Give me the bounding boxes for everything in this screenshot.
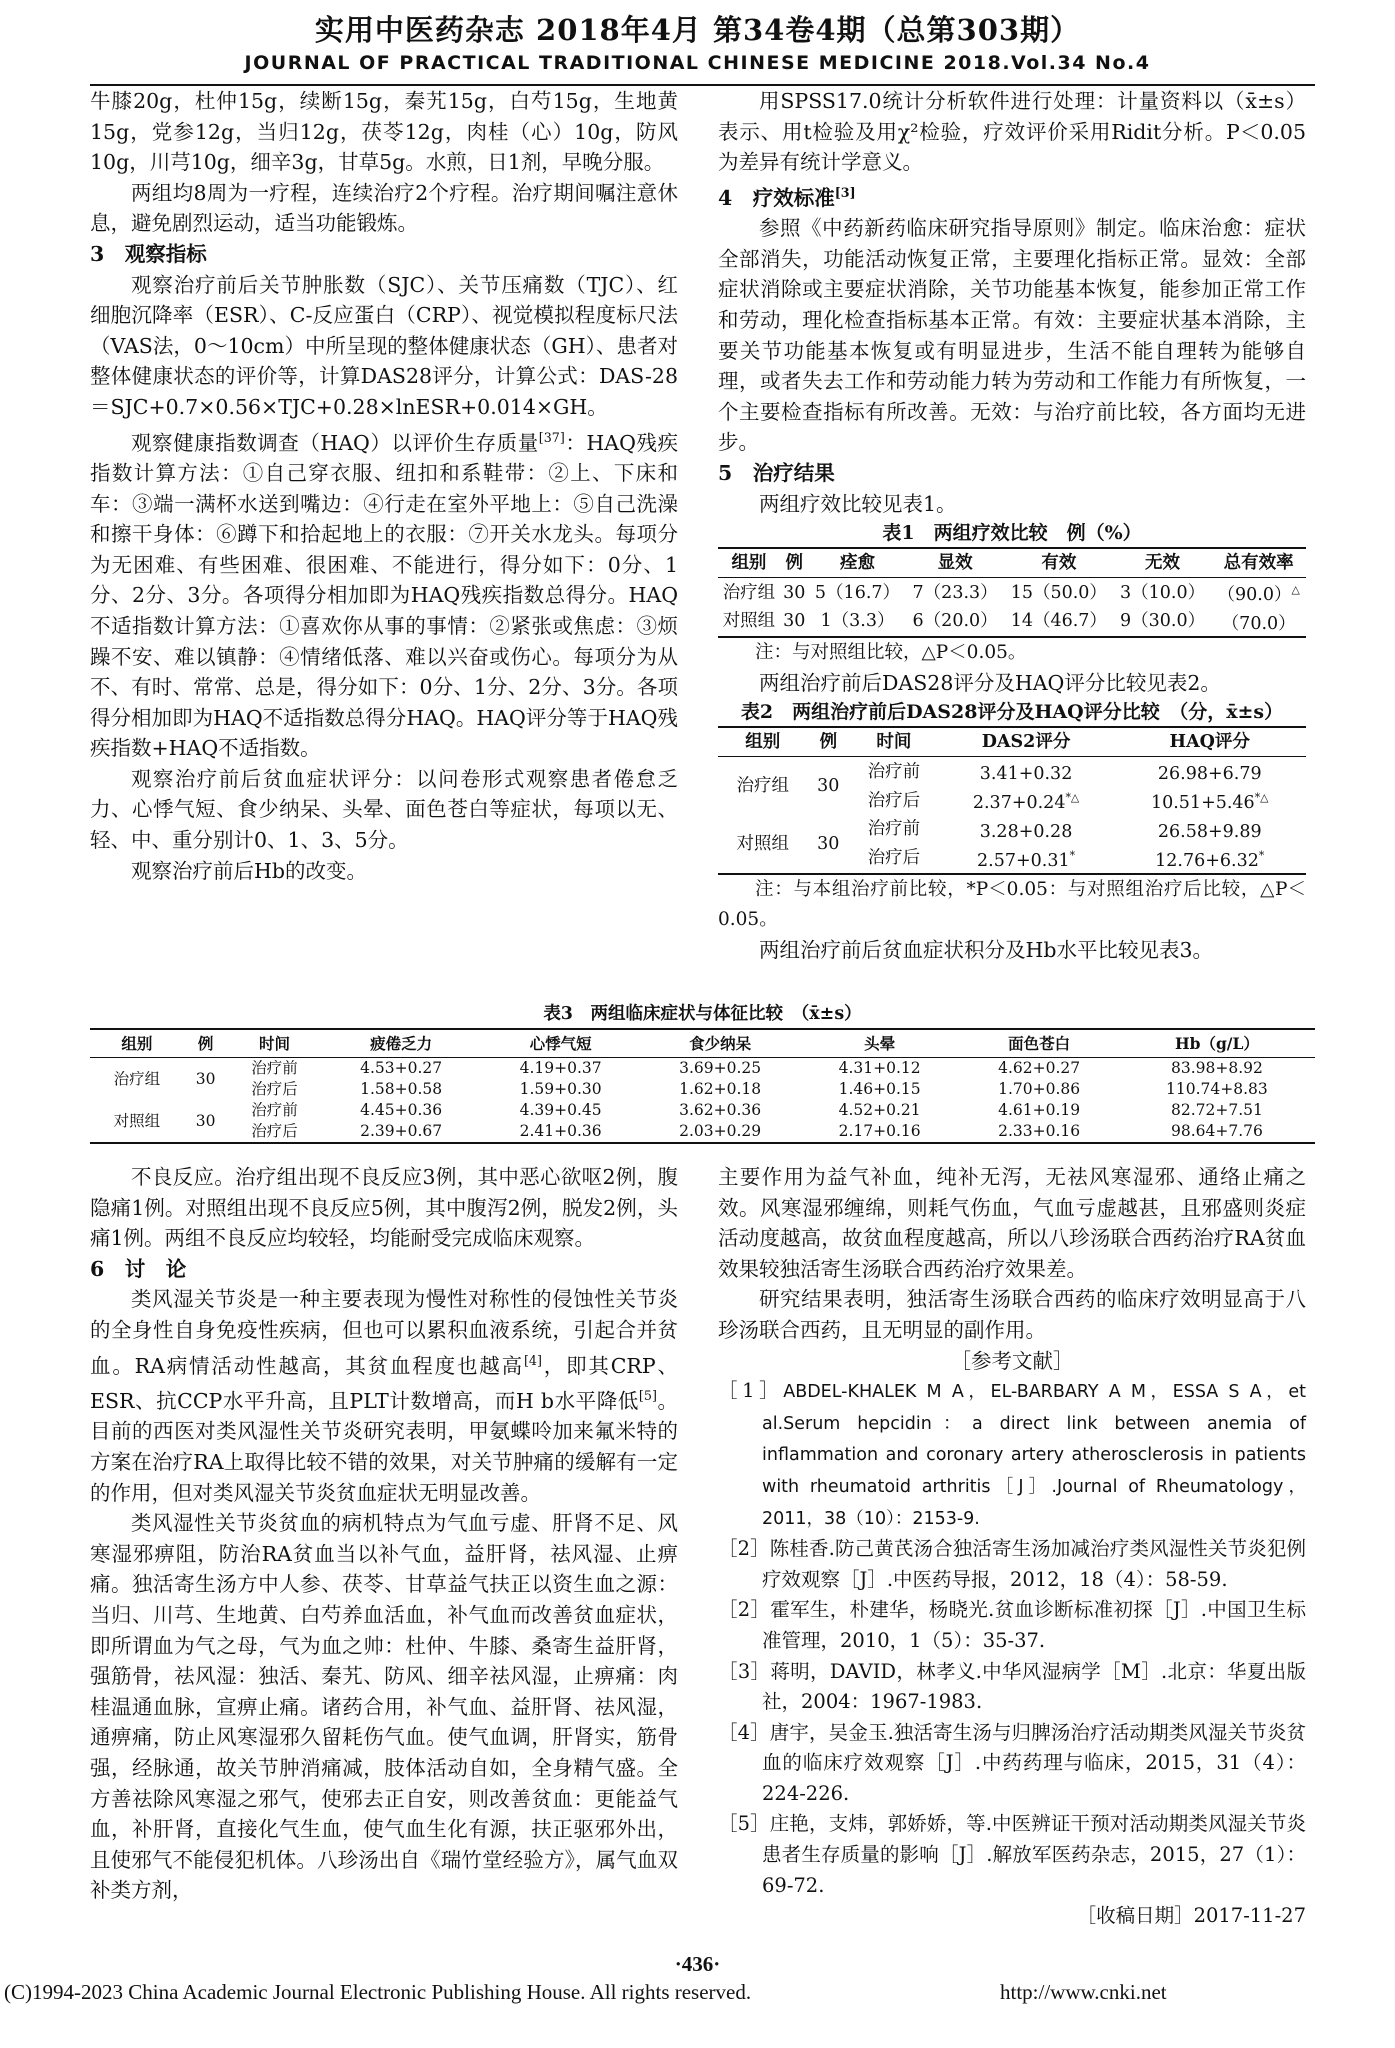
cell-value: 3.28+0.28	[979, 821, 1073, 842]
left-column-bottom	[90, 1162, 678, 1906]
table-cell: 4.61+0.19	[998, 1101, 1081, 1119]
paragraph: 用SPSS17.0统计分析软件进行处理：计量资料以（x̄±s）表示、用t检验及用χ²检验，疗效评价采用Ridit分析。P＜0.05为差异有统计学意义。	[718, 89, 1306, 175]
reference-item	[718, 1534, 1306, 1595]
reference-text: 陈桂香.防己黄芪汤合独活寄生汤加减治疗类风湿性关节炎犯例疗效观察［J］.中医药导报，2012，18（4）：58-59.	[762, 1537, 1306, 1591]
table-row	[718, 607, 1306, 637]
table-cell: 4.45+0.36	[360, 1101, 443, 1119]
table-cell: 治疗后	[849, 844, 939, 874]
table-cell: 1.59+0.30	[519, 1080, 602, 1098]
right-column-top	[718, 86, 1306, 965]
table-row	[90, 1079, 1315, 1100]
table-cell: 30	[195, 1069, 216, 1088]
paragraph: 两组疗效比较见表1。	[759, 491, 957, 516]
table-cell: 30	[783, 582, 806, 603]
paragraph: 参照《中药新药临床研究指导原则》制定。临床治愈：症状全部消失，功能活动恢复正常，主要理化指标正常。显效：全部症状消除或主要症状消除，关节功能基本恢复，能参加正常工作和劳动，理化检查指标基本正常。有效：主要症状基本消除，主要关节功能基本恢复或有明显进步，生活不能自理转为能够自理，或者失去工作和劳动能力转为劳动和工作能力有所恢复，一个主要检查指标有所改善。无效：与治疗前比较，各方面均无进步。	[718, 216, 1306, 455]
reference-text: ABDEL-KHALEK M A，EL-BARBARY A M，ESSA S A，et al.Serum hepcidin：a direct link between anemia of inflammation and coronary artery atherosclerosis in patients with rheumatoid arthritis［J］.Journal of Rheumatology，2011，38（10）：2153-9.	[762, 1382, 1306, 1529]
table-row	[90, 1121, 1315, 1143]
left-column-top	[90, 86, 678, 886]
table-cell: 1.58+0.58	[360, 1080, 443, 1098]
paragraph: 两组治疗前后DAS28评分及HAQ评分比较见表2。	[759, 670, 1221, 695]
paragraph: 研究结果表明，独活寄生汤联合西药的临床疗效明显高于八珍汤联合西药，且无明显的副作用。	[718, 1287, 1306, 1342]
cell-value: 26.58+9.89	[1157, 821, 1262, 842]
cell-value: 26.98+6.79	[1157, 764, 1262, 785]
citation: [37]	[538, 429, 565, 445]
table-cell: 3.69+0.25	[679, 1059, 762, 1077]
table-cell: 30	[184, 1100, 228, 1143]
table-cell: 2.41+0.36	[481, 1121, 641, 1143]
table-cell	[939, 757, 1114, 786]
section-heading: 3 观察指标	[90, 241, 207, 266]
table-cell: 30	[817, 776, 840, 797]
table-cell: 4.53+0.27	[360, 1059, 443, 1077]
table-header: HAQ评分	[1113, 727, 1306, 757]
table-row	[718, 578, 1306, 607]
table-cell: 4.39+0.45	[519, 1101, 602, 1119]
cell-value: 2.37+0.24	[972, 793, 1066, 814]
section-heading	[718, 178, 1306, 213]
table1	[718, 547, 1306, 638]
table-cell: 治疗组	[736, 776, 789, 797]
journal-header-cn: 实用中医药杂志 2018年4月 第34卷4期（总第303期）	[314, 13, 1081, 47]
table-cell: 3（10.0）	[1119, 582, 1206, 603]
table-cell: 5（16.7）	[814, 582, 901, 603]
text-run: 4 疗效标准	[718, 185, 835, 210]
table-header: Hb（g/L）	[1119, 1029, 1315, 1058]
table-cell: 治疗前	[251, 1059, 298, 1077]
received-date: ［收稿日期］2017-11-27	[1076, 1904, 1306, 1928]
reference-item	[718, 1718, 1306, 1810]
table-cell: 2.17+0.16	[800, 1121, 960, 1143]
journal-header-en: JOURNAL OF PRACTICAL TRADITIONAL CHINESE MEDICINE 2018.Vol.34 No.4	[244, 52, 1151, 74]
table-cell: 治疗前	[867, 819, 921, 840]
paragraph	[90, 423, 678, 764]
significance-mark: △	[1291, 583, 1300, 597]
table-cell: 1（3.3）	[809, 607, 907, 637]
table-header: 显效	[906, 548, 1004, 578]
table-cell	[1211, 578, 1306, 607]
table-cell	[1113, 815, 1306, 844]
page-number: ·436·	[674, 1952, 721, 1976]
table-header: 组别	[90, 1029, 184, 1058]
reference-item	[718, 1376, 1306, 1534]
reference-number: ［2］	[718, 1537, 770, 1561]
table-header: 痊愈	[809, 548, 907, 578]
section-heading: 5 治疗结果	[718, 460, 835, 485]
table-cell: 2.33+0.16	[959, 1121, 1119, 1143]
paragraph: 两组治疗前后贫血症状积分及Hb水平比较见表3。	[759, 937, 1214, 962]
reference-item	[718, 1809, 1306, 1901]
reference-text: 庄艳，支炜，郭娇娇，等.中医辨证干预对活动期类风湿关节炎患者生存质量的影响［J］.解放军医药杂志，2015，27（1）：69-72.	[762, 1812, 1306, 1897]
right-column-bottom	[718, 1162, 1306, 1932]
table-row	[718, 815, 1306, 844]
table-header: 例	[780, 548, 809, 578]
significance-mark: *	[1069, 848, 1076, 862]
reference-list	[718, 1376, 1306, 1901]
table-header: 心悸气短	[481, 1029, 641, 1058]
table-cell: 98.64+7.76	[1119, 1121, 1315, 1143]
table-cell: 治疗前	[251, 1101, 298, 1119]
cell-value: 10.51+5.46	[1150, 793, 1255, 814]
cell-value: （90.0）	[1217, 584, 1292, 605]
reference-text: 霍军生，朴建华，杨晓光.贫血诊断标准初探［J］.中国卫生标准管理，2010，1（5）：35-37.	[762, 1598, 1306, 1652]
table-cell: 14（46.7）	[1004, 607, 1114, 637]
paragraph: 牛膝20g，杜仲15g，续断15g，秦艽15g，白芍15g，生地黄15g，党参12g，当归12g，茯苓12g，肉桂（心）10g，防风10g，川芎10g，细辛3g，甘草5g。水煎，日1剂，早晚分服。	[90, 89, 678, 175]
table-cell	[1113, 757, 1306, 786]
text-run: 观察健康指数调查（HAQ）以评价生存质量	[131, 430, 539, 455]
table-header: 疲倦乏力	[321, 1029, 481, 1058]
table-cell: 15（50.0）	[1010, 582, 1107, 603]
table-header: 头晕	[800, 1029, 960, 1058]
section-heading: 6 讨 论	[90, 1256, 187, 1281]
reference-number: ［3］	[718, 1659, 771, 1683]
table-row	[90, 1100, 1315, 1121]
table-cell	[1113, 844, 1306, 874]
table-cell	[1211, 607, 1306, 637]
significance-mark: *	[1258, 848, 1265, 862]
table3	[90, 1028, 1315, 1144]
table-cell: 治疗组	[722, 582, 776, 603]
table2-caption: 表2 两组治疗前后DAS28评分及HAQ评分比较 （分，x̄±s）	[740, 701, 1284, 724]
table-cell: 9（30.0）	[1114, 607, 1212, 637]
table-cell: 对照组	[90, 1100, 184, 1143]
cell-value: （70.0）	[1221, 613, 1296, 634]
table1-caption: 表1 两组疗效比较 例（%）	[882, 522, 1142, 545]
paragraph: 两组均8周为一疗程，连续治疗2个疗程。治疗期间嘱注意休息，避免剧烈运动，适当功能锻炼。	[90, 180, 678, 236]
table-header: 有效	[1004, 548, 1114, 578]
copyright-text: (C)1994-2023 China Academic Journal Electronic Publishing House. All rights reserved.	[4, 1980, 752, 2004]
table-header: 食少纳呆	[640, 1029, 800, 1058]
table-cell: 1.62+0.18	[679, 1080, 762, 1098]
table-cell	[939, 815, 1114, 844]
paragraph: 观察治疗前后关节肿胀数（SJC）、关节压痛数（TJC）、红细胞沉降率（ESR）、C-反应蛋白（CRP）、视觉模拟程度标尺法（VAS法，0～10cm）中所呈现的整体健康状态（GH）、患者对整体健康状态的评价等，计算DAS28评分，计算公式：DAS-28＝SJC+0.7×0.56×TJC+0.28×lnESR+0.014×GH。	[90, 272, 678, 419]
table-cell: 1.70+0.86	[998, 1080, 1081, 1098]
reference-text: 唐宇，吴金玉.独活寄生汤与归脾汤治疗活动期类风湿关节炎贫血的临床疗效观察［J］.中药药理与临床，2015，31（4）：224-226.	[762, 1720, 1306, 1805]
table-cell: 3.62+0.36	[679, 1101, 762, 1119]
cell-value: 2.57+0.31	[977, 850, 1070, 871]
table-cell: 治疗后	[228, 1121, 322, 1143]
table-cell: 治疗后	[867, 790, 921, 811]
text-run: ：HAQ残疾指数计算方法：①自己穿衣服、纽扣和系鞋带：②上、下床和车：③端一满杯水送到嘴边：④行走在室外平地上：⑤自己洗澡和擦干身体：⑥蹲下和拾起地上的衣服：⑦开关水龙头。每项分为无困难、有些困难、很困难、不能进行，得分如下：0分、1分、2分、3分。各项得分相加即为HAQ残疾指数总得分。HAQ不适指数计算方法：①喜欢你从事的事情：②紧张或焦虑：③烦躁不安、难以镇静：④情绪低落、难以兴奋或伤心。每项分为从不、有时、常常、总是，得分如下：0分、1分、2分、3分。各项得分相加即为HAQ不适指数总得分HAQ。HAQ评分等于HAQ残疾指数+HAQ不适指数。	[90, 430, 678, 761]
reference-number: ［1］	[718, 1379, 784, 1403]
table-cell: 30	[808, 815, 850, 874]
table-row	[90, 1058, 1315, 1080]
references-title: ［参考文献］	[950, 1348, 1074, 1373]
table-header: 组别	[718, 548, 780, 578]
table-cell	[1113, 786, 1306, 815]
table1-note: 注：与对照组比较，△P＜0.05。	[755, 641, 1027, 663]
reference-number: ［5］	[718, 1812, 770, 1836]
paragraph: 观察治疗前后Hb的改变。	[131, 858, 367, 883]
table-cell	[939, 786, 1114, 815]
cell-value: 12.76+6.32	[1155, 850, 1259, 871]
table-header: DAS2评分	[939, 727, 1114, 757]
table-cell: 82.72+7.51	[1170, 1101, 1263, 1119]
citation: [3]	[834, 184, 856, 200]
text-run: 类风湿关节炎是一种主要表现为慢性对称性的侵蚀性关节炎的全身性自身免疫性疾病，但也可以累积血液系统，引起合并贫血。RA病情活动性越高，其贫血程度也越高	[90, 1287, 678, 1378]
table-cell: 治疗前	[867, 761, 921, 782]
table-cell: 83.98+8.92	[1170, 1059, 1263, 1077]
table2-note: 注：与本组治疗前比较，*P＜0.05：与对照组治疗后比较，△P＜0.05。	[718, 878, 1306, 930]
table-cell: 对照组	[718, 607, 780, 637]
paragraph: 主要作用为益气补血，纯补无泻，无祛风寒湿邪、通络止痛之效。风寒湿邪缠绵，则耗气伤血，气血亏虚越甚，且邪盛则炎症活动度越高，故贫血程度越高，所以八珍汤联合西药治疗RA贫血效果较独活寄生汤联合西药治疗效果差。	[718, 1165, 1306, 1281]
table-cell: 6（20.0）	[906, 607, 1004, 637]
reference-number: ［2］	[718, 1598, 771, 1622]
citation: [5]	[638, 1387, 657, 1403]
table-header: 时间	[228, 1029, 322, 1058]
table-header: 总有效率	[1211, 548, 1306, 578]
table2	[718, 726, 1306, 874]
table-cell: 4.62+0.27	[998, 1059, 1081, 1077]
table-cell: 治疗后	[251, 1080, 298, 1098]
paragraph: 不良反应。治疗组出现不良反应3例，其中恶心欲呕2例，腹隐痛1例。对照组出现不良反应5例，其中腹泻2例，脱发2例，头痛1例。两组不良反应均较轻，均能耐受完成临床观察。	[90, 1165, 678, 1251]
table-header: 时间	[849, 727, 939, 757]
table-cell: 2.39+0.67	[321, 1121, 481, 1143]
reference-item	[718, 1595, 1306, 1656]
table-cell: 30	[780, 607, 809, 637]
table-header: 无效	[1114, 548, 1212, 578]
table-header: 例	[184, 1029, 228, 1058]
table-header: 例	[808, 727, 850, 757]
table-cell	[939, 844, 1114, 874]
table-cell: 1.46+0.15	[838, 1080, 921, 1098]
cnki-link[interactable]: http://www.cnki.net	[1000, 1980, 1167, 2004]
table-cell: 治疗组	[113, 1069, 161, 1088]
table-cell: 4.31+0.12	[838, 1059, 921, 1077]
table-header: 面色苍白	[959, 1029, 1119, 1058]
table-header: 组别	[718, 727, 808, 757]
text-run: ，即其CRP、ESR、抗CCP水平升高，且PLT计数增高，而H b水平降低	[90, 1353, 678, 1413]
text-run: 。目前的西医对类风湿性关节炎研究表明，甲氨蝶呤加来氟米特的方案在治疗RA上取得比较不错的效果，对关节肿痛的缓解有一定的作用，但对类风湿关节炎贫血症状无明显改善。	[90, 1388, 678, 1505]
citation: [4]	[523, 1352, 542, 1368]
cell-value: 3.41+0.32	[979, 764, 1073, 785]
significance-mark: *△	[1254, 791, 1269, 805]
reference-text: 蒋明，DAVID，林孝义.中华风湿病学［M］.北京：华夏出版社，2004：1967-1983.	[762, 1659, 1306, 1714]
table-row	[718, 757, 1306, 786]
table-cell: 7（23.3）	[912, 582, 998, 603]
table-cell: 2.03+0.29	[640, 1121, 800, 1143]
table-cell: 110.74+8.83	[1166, 1080, 1268, 1098]
reference-item	[718, 1657, 1306, 1718]
table-cell: 4.19+0.37	[519, 1059, 602, 1077]
table3-block	[90, 1000, 1315, 1144]
paragraph: 类风湿性关节炎贫血的病机特点为气血亏虚、肝肾不足、风寒湿邪痹阻，防治RA贫血当以补气血，益肝肾，祛风湿、止痹痛。独活寄生汤方中人参、茯苓、甘草益气扶正以资生血之源：当归、川芎、生地黄、白芍养血活血，补气血而改善贫血症状，即所谓血为气之母，气为血之帅：杜仲、牛膝、桑寄生益肝肾，强筋骨，祛风湿：独活、秦艽、防风、细辛祛风湿，止痹痛：肉桂温通血脉，宣痹止痛。诸药合用，补气血、益肝肾、祛风湿，通痹痛，防止风寒湿邪久留耗伤气血。使气血调，肝肾实，筋骨强，经脉通，故关节肿消痛减，肢体活动自如，全身精气盛。全方善祛除风寒湿之邪气，使邪去正自安，则改善贫血：更能益气血，补肝肾，直接化气生血，使气血生化有源，扶正驱邪外出，且使邪气不能侵犯机体。八珍汤出自《瑞竹堂经验方》，属气血双补类方剂，	[90, 1511, 678, 1903]
table-cell: 对照组	[718, 815, 808, 874]
paragraph: 观察治疗前后贫血症状评分：以问卷形式观察患者倦怠乏力、心悸气短、食少纳呆、头晕、面色苍白等症状，每项以无、轻、中、重分别计0、1、3、5分。	[90, 766, 678, 853]
table-cell: 4.52+0.21	[838, 1101, 921, 1119]
significance-mark: *△	[1065, 791, 1080, 805]
table3-caption: 表3 两组临床症状与体征比较 （x̄±s）	[543, 1004, 862, 1024]
reference-number: ［4］	[718, 1720, 770, 1744]
paragraph	[90, 1284, 678, 1508]
